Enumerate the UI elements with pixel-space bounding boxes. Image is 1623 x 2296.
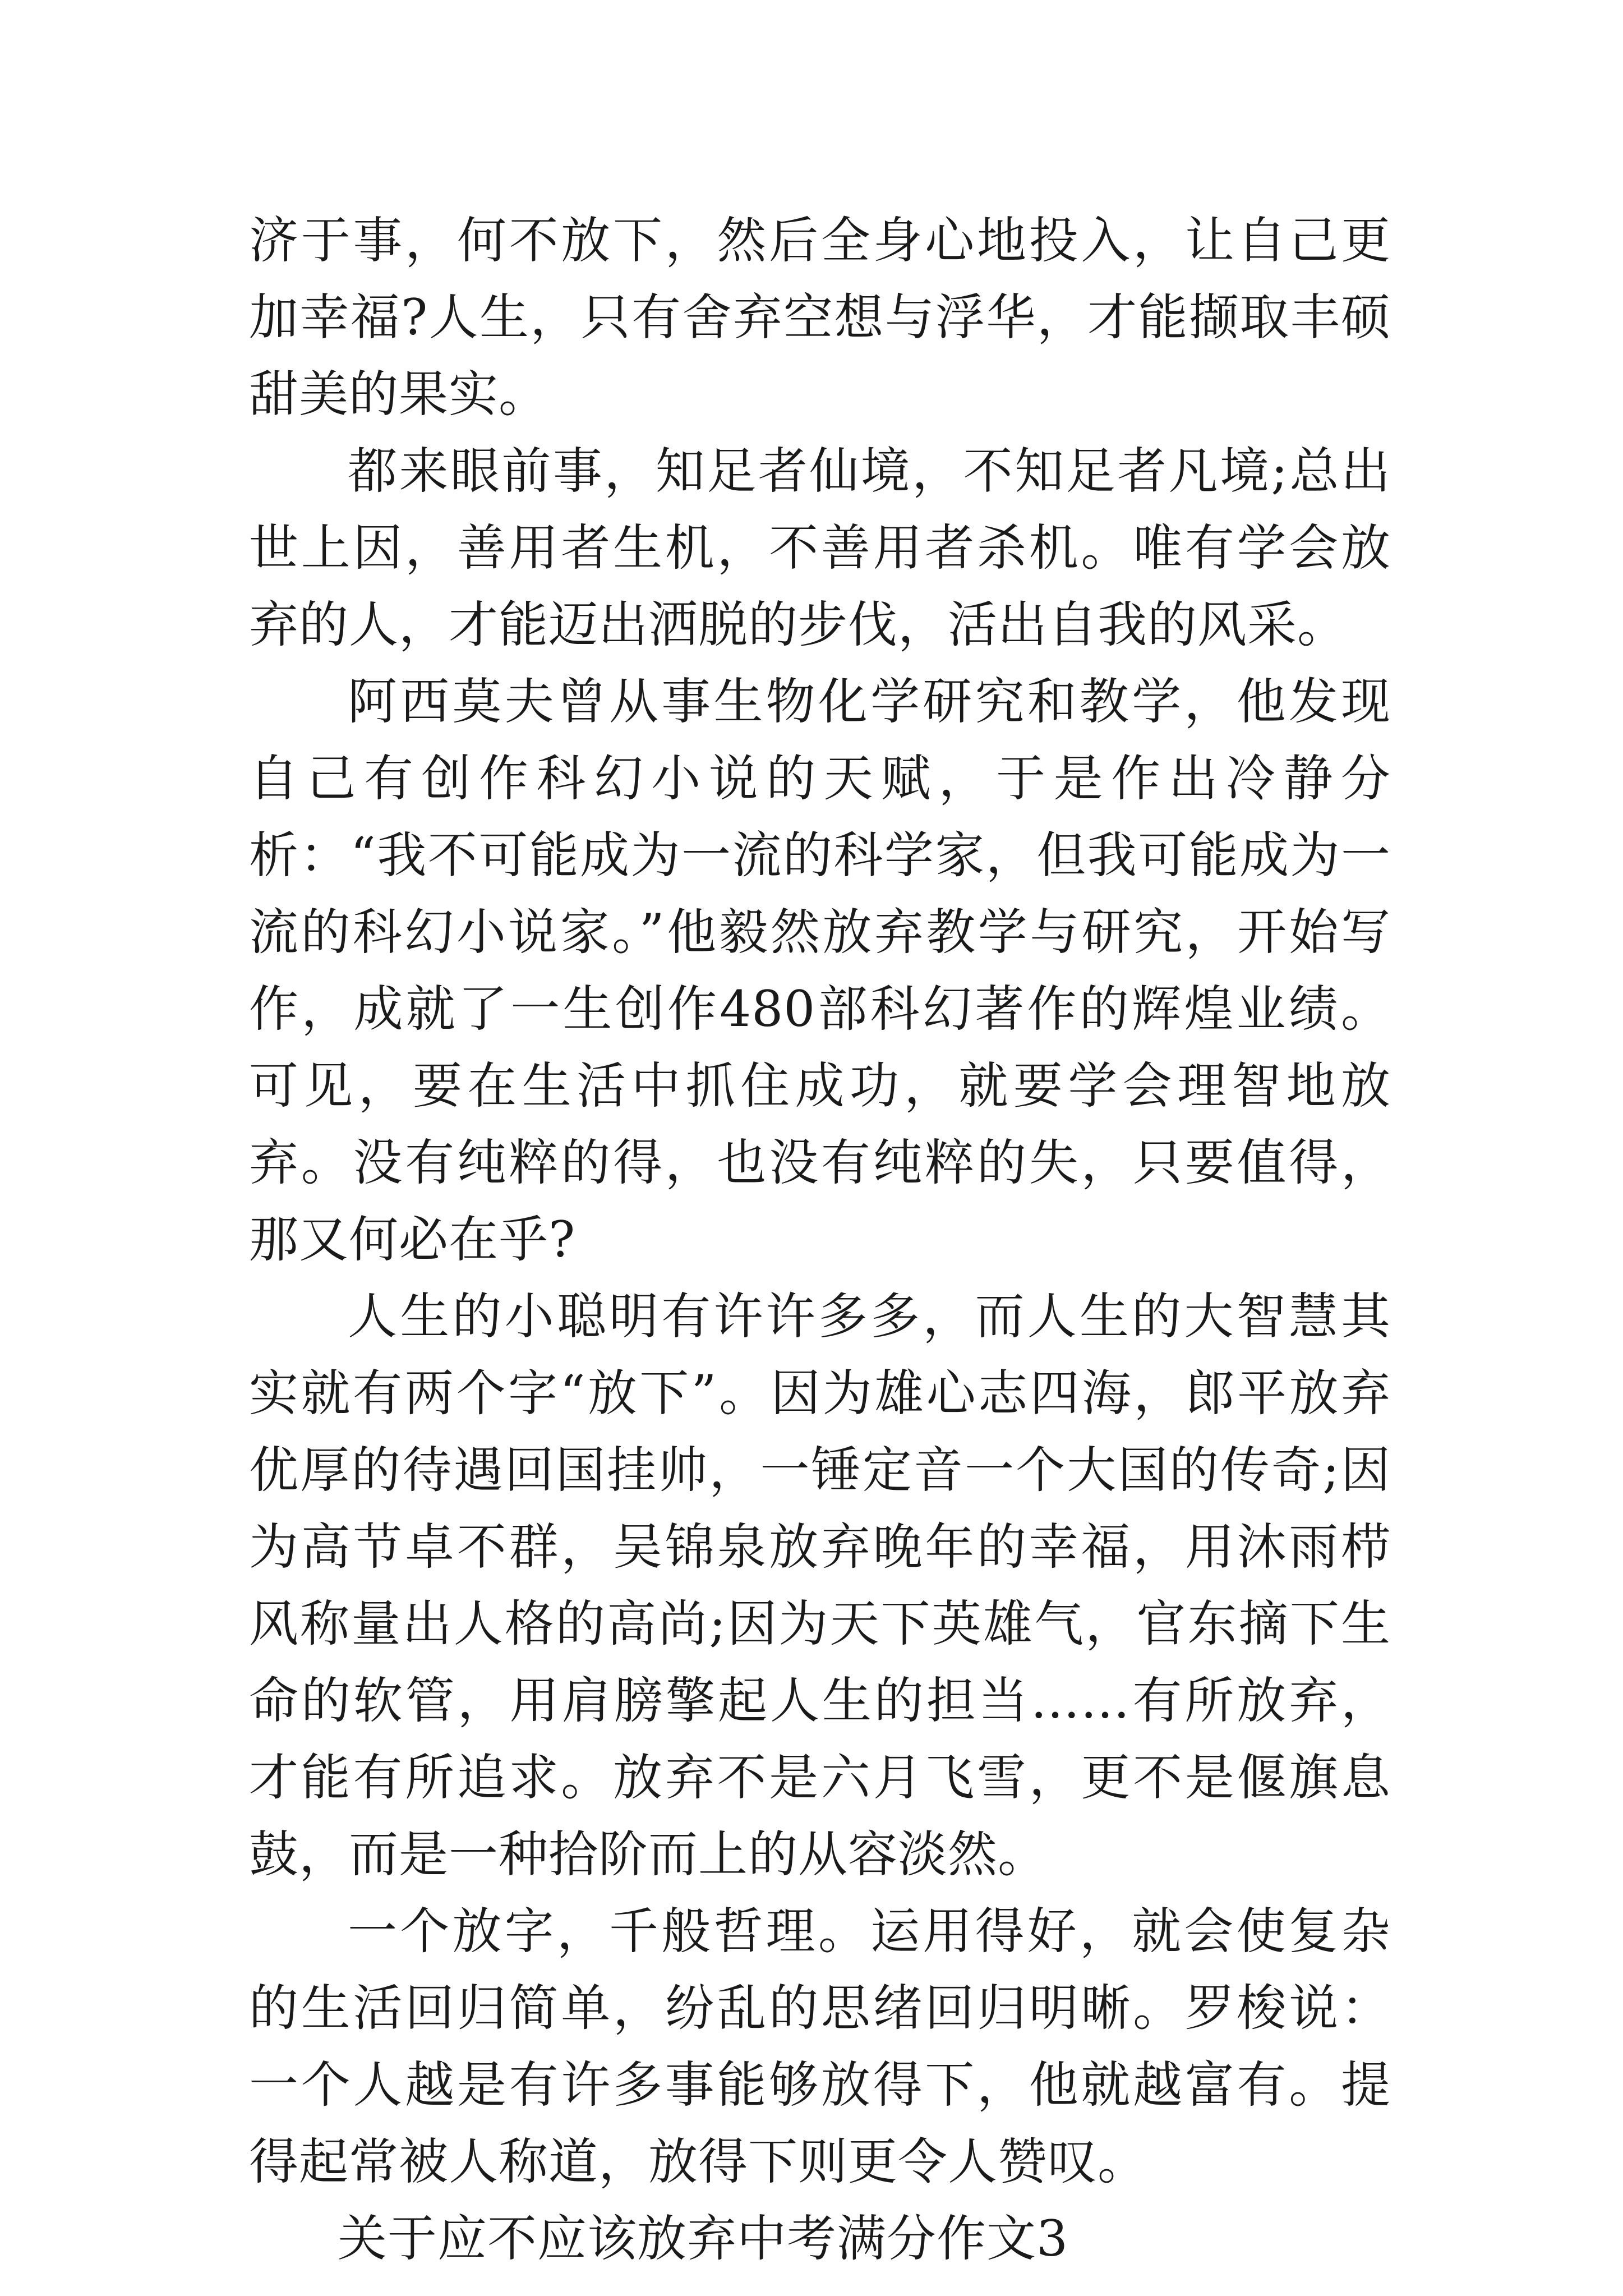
section-heading: 关于应不应该放弃中考满分作文3 [338, 2210, 1068, 2267]
paragraph-continued: 济于事，何不放下，然后全身心地投入，让自己更加幸福?人生，只有舍弃空想与浮华，才能撷取丰硕甜美的果实。 [249, 211, 1391, 423]
document-body [249, 202, 1391, 2277]
paragraph: 都来眼前事，知足者仙境，不知足者凡境;总出世上因，善用者生机，不善用者杀机。唯有学会放弃的人，才能迈出洒脱的步伐，活出自我的风采。 [249, 442, 1391, 654]
paragraph: 一个放字，千般哲理。运用得好，就会使复杂的生活回归简单，纷乱的思绪回归明晰。罗梭说：一个人越是有许多事能够放得下，他就越富有。提得起常被人称道，放得下则更令人赞叹。 [249, 1902, 1391, 2191]
paragraph: 人生的小聪明有许许多多，而人生的大智慧其实就有两个字“放下”。因为雄心志四海，郎平放弃优厚的待遇回国挂帅，一锤定音一个大国的传奇;因为高节卓不群，吴锦泉放弃晚年的幸福，用沐雨栉风称量出人格的高尚;因为天下英雄气，官东摘下生命的软管，用肩膀擎起人生的担当……有所放弃，才能有所追求。放弃不是六月飞雪，更不是偃旗息鼓，而是一种拾阶而上的从容淡然。 [249, 1287, 1391, 1883]
paragraph: 阿西莫夫曾从事生物化学研究和教学，他发现自己有创作科幻小说的天赋，于是作出冷静分析：“我不可能成为一流的科学家，但我可能成为一流的科幻小说家。”他毅然放弃教学与研究，开始写作，成就了一生创作480部科幻著作的辉煌业绩。可见，要在生活中抓住成功，就要学会理智地放弃。没有纯粹的得，也没有纯粹的失，只要值得，那又何必在乎? [249, 673, 1391, 1268]
